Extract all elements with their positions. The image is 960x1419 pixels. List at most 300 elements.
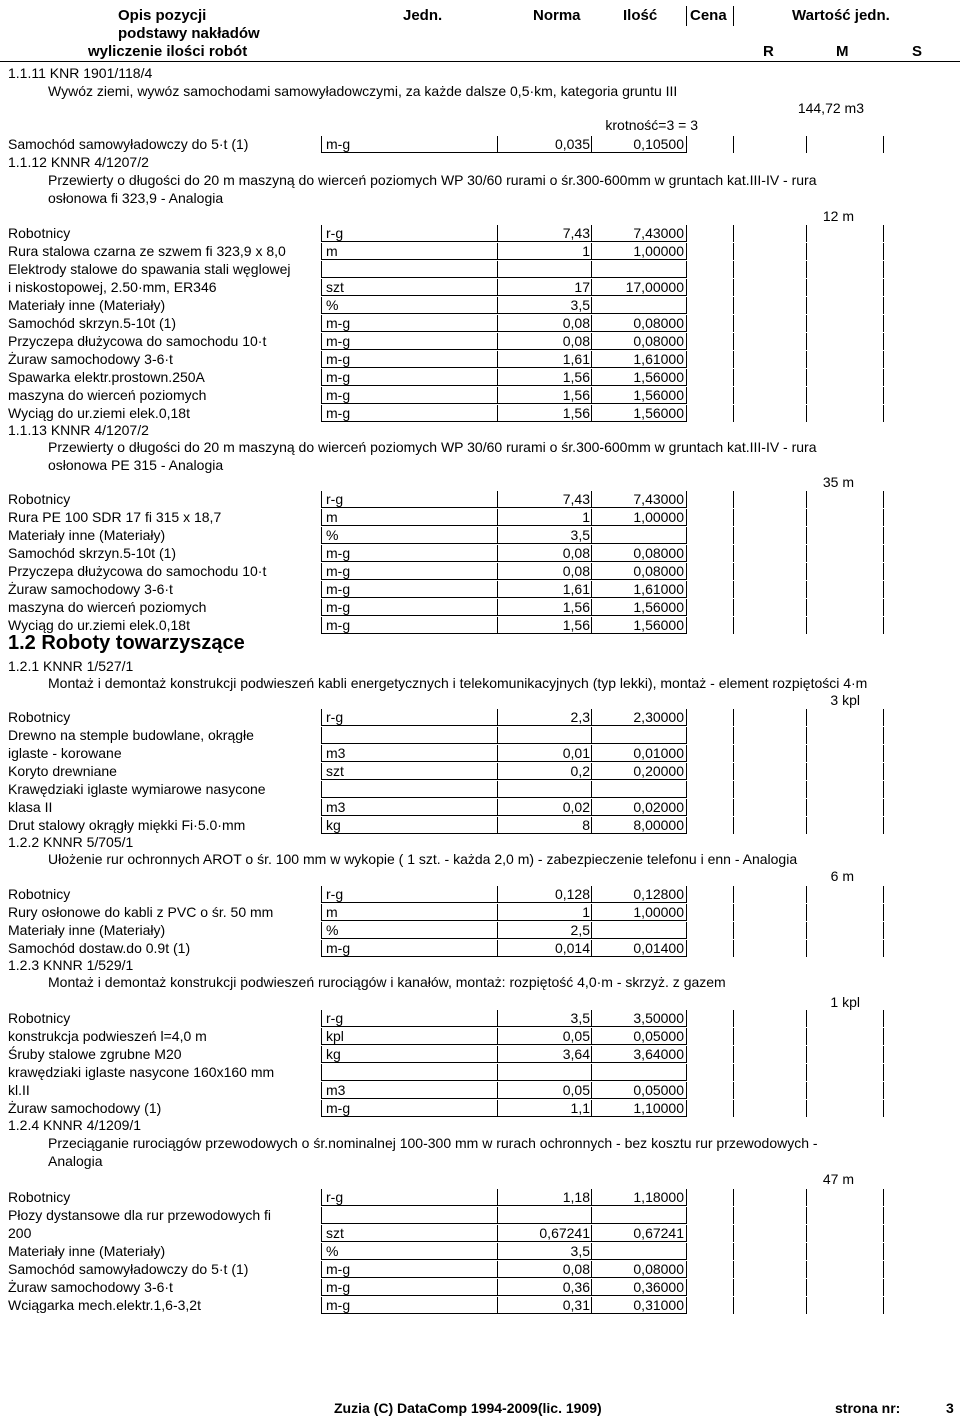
cell-divider (591, 1243, 592, 1260)
cell-divider (321, 491, 322, 508)
cell-divider (883, 1028, 884, 1045)
cell-divider (686, 225, 687, 242)
cell-divider (497, 527, 498, 544)
row-unit: r-g (326, 1010, 344, 1026)
cell-divider (591, 1279, 592, 1296)
cell-divider (591, 563, 592, 580)
cell-divider (321, 599, 322, 616)
cell-divider (497, 617, 498, 634)
header-unit: Jedn. (403, 7, 443, 24)
cell-divider (733, 509, 734, 526)
cell-divider (686, 1082, 687, 1099)
cell-divider (591, 545, 592, 562)
cell-underline (321, 1295, 686, 1296)
row-name: Drewno na stemple budowlane, okrągłe (8, 727, 254, 743)
cell-divider (686, 1225, 687, 1242)
cell-divider (806, 1010, 807, 1027)
cell-divider (497, 297, 498, 314)
item-code: 1.2.3 KNNR 1/529/1 (8, 957, 134, 973)
table-row (0, 260, 960, 278)
row-unit: m-g (326, 617, 351, 633)
row-unit: m-g (326, 599, 351, 615)
row-qty: 0,08000 (633, 1261, 684, 1277)
row-name: Rura PE 100 SDR 17 fi 315 x 18,7 (8, 509, 222, 525)
row-unit: r-g (326, 491, 344, 507)
row-unit: kg (326, 817, 341, 833)
cell-divider (321, 745, 322, 762)
cell-divider (591, 763, 592, 780)
row-norm: 1,61 (562, 581, 590, 597)
cell-divider (806, 799, 807, 816)
row-norm: 1,56 (562, 599, 590, 615)
cell-divider (686, 781, 687, 798)
cell-divider (497, 136, 498, 153)
row-unit: m-g (326, 545, 351, 561)
cell-divider (733, 297, 734, 314)
cell-divider (591, 1100, 592, 1117)
row-norm: 0,02 (562, 799, 590, 815)
table-row (0, 798, 960, 816)
item-code: 1.1.12 KNNR 4/1207/2 (8, 154, 149, 170)
row-norm: 0,035 (554, 136, 590, 152)
row-name: Wciągarka mech.elektr.1,6-3,2t (8, 1297, 201, 1313)
row-name: Samochód samowyładowczy do 5·t (1) (8, 136, 249, 152)
item-quantity: 1 kpl (830, 994, 860, 1010)
row-unit: m-g (326, 369, 351, 385)
cell-divider (686, 136, 687, 153)
cell-underline (321, 349, 686, 350)
row-qty: 0,05000 (633, 1082, 684, 1098)
cell-divider (321, 333, 322, 350)
cell-underline (321, 633, 686, 634)
cell-divider (733, 709, 734, 726)
cell-divider (321, 781, 322, 798)
row-name: Robotnicy (8, 709, 71, 725)
section-title: 1.2 Roboty towarzyszące (8, 632, 245, 654)
item-description: Montaż i demontaż konstrukcji podwieszeń kabli energetycznych i telekomunikacyjnych (typ lekki), montaż - element rozpiętości 4·m (48, 675, 868, 691)
row-norm: 1,56 (562, 405, 590, 421)
cell-underline (321, 543, 686, 544)
cell-divider (591, 1046, 592, 1063)
row-qty: 0,08000 (633, 563, 684, 579)
cell-divider (806, 1028, 807, 1045)
cell-divider (883, 279, 884, 296)
cell-divider (686, 745, 687, 762)
cell-underline (321, 815, 686, 816)
table-row (0, 508, 960, 526)
row-qty: 0,02000 (633, 799, 684, 815)
cell-divider (321, 351, 322, 368)
row-norm: 0,01 (562, 745, 590, 761)
row-qty: 2,30000 (633, 709, 684, 725)
row-unit: r-g (326, 886, 344, 902)
row-norm: 7,43 (562, 225, 590, 241)
cell-divider (497, 1082, 498, 1099)
row-qty: 0,08000 (633, 333, 684, 349)
item-quantity: 6 m (830, 868, 854, 884)
cell-divider (591, 491, 592, 508)
cell-divider (497, 817, 498, 834)
cell-divider (883, 617, 884, 634)
cell-divider (733, 527, 734, 544)
cell-divider (733, 351, 734, 368)
header-divider (686, 6, 687, 26)
cell-divider (806, 225, 807, 242)
row-unit: % (326, 922, 339, 938)
cell-divider (806, 1064, 807, 1081)
cell-underline (321, 277, 686, 278)
row-norm: 2,3 (570, 709, 590, 725)
row-qty: 0,10500 (633, 136, 684, 152)
row-name: Wyciąg do ur.ziemi elek.0,18t (8, 617, 190, 633)
row-unit: m-g (326, 563, 351, 579)
row-norm: 3,5 (570, 297, 590, 313)
row-qty: 0,67241 (633, 1225, 684, 1241)
cell-divider (591, 1010, 592, 1027)
cell-underline (321, 152, 686, 153)
table-row (0, 526, 960, 544)
cell-divider (591, 1207, 592, 1224)
item-description: osłonowa PE 315 - Analogia (48, 457, 224, 473)
cell-divider (806, 727, 807, 744)
cell-divider (497, 387, 498, 404)
row-norm: 0,08 (562, 563, 590, 579)
cell-divider (497, 1207, 498, 1224)
table-row (0, 580, 960, 598)
cell-divider (591, 333, 592, 350)
row-unit: m-g (326, 1100, 351, 1116)
cell-divider (321, 1082, 322, 1099)
cell-divider (591, 527, 592, 544)
table-row (0, 350, 960, 368)
cell-divider (321, 886, 322, 903)
cell-divider (321, 709, 322, 726)
table-row (0, 386, 960, 404)
cell-divider (321, 1064, 322, 1081)
cell-divider (733, 279, 734, 296)
cell-underline (321, 1259, 686, 1260)
table-row (0, 1278, 960, 1296)
row-name: i niskostopowej, 2.50·mm, ER346 (8, 279, 217, 295)
row-name: Materiały inne (Materiały) (8, 1243, 166, 1259)
cell-divider (733, 261, 734, 278)
cell-underline (321, 1241, 686, 1242)
row-name: konstrukcja podwieszeń l=4,0 m (8, 1028, 207, 1044)
cell-divider (591, 315, 592, 332)
row-unit: m3 (326, 799, 346, 815)
cell-divider (733, 817, 734, 834)
cell-divider (733, 1207, 734, 1224)
cell-divider (686, 1261, 687, 1278)
item-code: 1.2.2 KNNR 5/705/1 (8, 834, 134, 850)
cell-divider (591, 817, 592, 834)
header-desc-line2: podstawy nakładów (118, 25, 260, 42)
item-code: 1.1.13 KNNR 4/1207/2 (8, 422, 149, 438)
row-unit: m-g (326, 315, 351, 331)
cell-divider (497, 563, 498, 580)
cell-divider (321, 581, 322, 598)
row-name: Wyciąg do ur.ziemi elek.0,18t (8, 405, 190, 421)
cell-divider (497, 225, 498, 242)
cell-divider (806, 581, 807, 598)
cell-divider (686, 1064, 687, 1081)
cell-underline (321, 1223, 686, 1224)
cell-underline (321, 938, 686, 939)
row-name: krawędziaki iglaste nasycone 160x160 mm (8, 1064, 275, 1080)
cell-divider (883, 261, 884, 278)
table-row (0, 1009, 960, 1027)
cell-divider (733, 369, 734, 386)
row-norm: 8 (582, 817, 590, 833)
row-qty: 17,00000 (625, 279, 684, 295)
cell-divider (497, 763, 498, 780)
cell-underline (321, 507, 686, 508)
table-row (0, 816, 960, 834)
row-qty: 0,01000 (633, 745, 684, 761)
row-norm: 0,31 (562, 1297, 590, 1313)
cell-divider (591, 387, 592, 404)
cell-divider (686, 904, 687, 921)
row-qty: 0,05000 (633, 1028, 684, 1044)
row-unit: m (326, 509, 338, 525)
cell-divider (591, 904, 592, 921)
row-qty: 1,56000 (633, 617, 684, 633)
cell-divider (591, 261, 592, 278)
cell-divider (321, 817, 322, 834)
cell-divider (806, 491, 807, 508)
cell-divider (806, 709, 807, 726)
row-unit: m-g (326, 1279, 351, 1295)
cell-divider (591, 351, 592, 368)
row-unit: m3 (326, 745, 346, 761)
cell-divider (883, 1046, 884, 1063)
cell-divider (497, 261, 498, 278)
table-row (0, 1099, 960, 1117)
cell-divider (321, 940, 322, 957)
cell-divider (883, 563, 884, 580)
cell-divider (806, 351, 807, 368)
cell-divider (591, 1064, 592, 1081)
row-name: Materiały inne (Materiały) (8, 297, 166, 313)
row-name: 200 (8, 1225, 32, 1241)
header-rule (0, 61, 960, 62)
cell-divider (686, 1297, 687, 1314)
cell-divider (686, 763, 687, 780)
item-description: Wywóz ziemi, wywóz samochodami samowyładowczymi, za każde dalsze 0,5·km, kategoria gruntu III (48, 83, 678, 99)
cell-underline (321, 1080, 686, 1081)
item-quantity: 47 m (822, 1171, 854, 1187)
cell-divider (883, 727, 884, 744)
row-norm: 1,56 (562, 369, 590, 385)
row-qty: 1,18000 (633, 1189, 684, 1205)
table-row (0, 544, 960, 562)
cell-divider (591, 709, 592, 726)
row-qty: 7,43000 (633, 491, 684, 507)
cell-divider (806, 817, 807, 834)
cell-divider (806, 279, 807, 296)
cell-divider (806, 545, 807, 562)
row-name: maszyna do wierceń poziomych (8, 599, 207, 615)
row-qty: 0,36000 (633, 1279, 684, 1295)
cell-divider (806, 387, 807, 404)
cell-divider (497, 904, 498, 921)
cell-divider (686, 817, 687, 834)
cell-divider (733, 1261, 734, 1278)
row-qty: 0,20000 (633, 763, 684, 779)
cell-divider (883, 1225, 884, 1242)
cell-divider (497, 1243, 498, 1260)
row-name: Samochód skrzyn.5-10t (1) (8, 315, 177, 331)
cell-divider (733, 545, 734, 562)
row-unit: % (326, 1243, 339, 1259)
row-name: iglaste - korowane (8, 745, 122, 761)
header-s: S (912, 43, 923, 60)
row-name: Robotnicy (8, 225, 71, 241)
cell-divider (591, 581, 592, 598)
cell-divider (733, 563, 734, 580)
cell-divider (591, 225, 592, 242)
cell-divider (883, 1010, 884, 1027)
cell-divider (806, 297, 807, 314)
cell-divider (686, 599, 687, 616)
cell-divider (321, 545, 322, 562)
item-description: Przewierty o długości do 20 m maszyną do wierceń poziomych WP 30/60 rurami o śr.300-600mm w gruntach kat.III-IV - rura (48, 439, 817, 455)
cell-underline (321, 421, 686, 422)
row-norm: 3,5 (570, 1010, 590, 1026)
cell-divider (497, 243, 498, 260)
cell-underline (321, 1044, 686, 1045)
table-row (0, 332, 960, 350)
cell-divider (806, 599, 807, 616)
table-row (0, 1081, 960, 1099)
row-name: Samochód skrzyn.5-10t (1) (8, 545, 177, 561)
row-norm: 0,67241 (539, 1225, 590, 1241)
cell-divider (733, 904, 734, 921)
row-name: Materiały inne (Materiały) (8, 922, 166, 938)
cell-divider (497, 545, 498, 562)
table-row (0, 1260, 960, 1278)
cell-underline (321, 1277, 686, 1278)
cell-divider (806, 886, 807, 903)
row-norm: 1,56 (562, 617, 590, 633)
cell-divider (806, 1279, 807, 1296)
row-name: Elektrody stalowe do spawania stali węglowej (8, 261, 291, 277)
cell-underline (321, 403, 686, 404)
cell-divider (591, 1082, 592, 1099)
row-qty: 0,12800 (633, 886, 684, 902)
cell-divider (883, 1207, 884, 1224)
table-row (0, 921, 960, 939)
cell-divider (883, 709, 884, 726)
row-unit: szt (326, 763, 344, 779)
cell-underline (321, 1313, 686, 1314)
cell-divider (497, 922, 498, 939)
row-qty: 3,50000 (633, 1010, 684, 1026)
row-unit: szt (326, 1225, 344, 1241)
cell-divider (321, 405, 322, 422)
cell-divider (733, 886, 734, 903)
cell-divider (321, 1261, 322, 1278)
table-row (0, 1224, 960, 1242)
row-unit: m (326, 904, 338, 920)
table-row (0, 278, 960, 296)
table-row (0, 726, 960, 744)
cell-underline (321, 385, 686, 386)
cell-divider (321, 763, 322, 780)
cell-divider (806, 781, 807, 798)
cell-divider (686, 1189, 687, 1206)
cell-divider (806, 261, 807, 278)
cell-divider (591, 1028, 592, 1045)
table-row (0, 490, 960, 508)
cell-divider (321, 1297, 322, 1314)
cell-divider (686, 1100, 687, 1117)
cell-divider (591, 405, 592, 422)
cell-underline (321, 902, 686, 903)
cell-underline (321, 561, 686, 562)
row-qty: 1,00000 (633, 509, 684, 525)
cell-divider (686, 727, 687, 744)
cell-divider (806, 940, 807, 957)
table-row (0, 1063, 960, 1081)
cell-divider (321, 799, 322, 816)
cell-divider (321, 261, 322, 278)
cell-divider (321, 617, 322, 634)
item-quantity: 35 m (822, 474, 854, 490)
row-name: Koryto drewniane (8, 763, 117, 779)
cell-underline (321, 1098, 686, 1099)
row-unit: % (326, 297, 339, 313)
cell-divider (321, 563, 322, 580)
cell-divider (733, 491, 734, 508)
cell-underline (321, 1116, 686, 1117)
cell-divider (733, 315, 734, 332)
cell-divider (733, 1225, 734, 1242)
cell-divider (321, 922, 322, 939)
cell-divider (806, 1207, 807, 1224)
item-description: osłonowa fi 323,9 - Analogia (48, 190, 224, 206)
cell-divider (806, 527, 807, 544)
table-row (0, 598, 960, 616)
row-unit: szt (326, 279, 344, 295)
row-norm: 0,05 (562, 1082, 590, 1098)
footer-page-label: strona nr: (835, 1400, 901, 1416)
cell-divider (686, 563, 687, 580)
footer-page-number: 3 (946, 1400, 954, 1416)
cell-divider (497, 745, 498, 762)
header-desc-line3: wyliczenie ilości robót (88, 43, 248, 60)
cell-divider (686, 1243, 687, 1260)
cell-divider (321, 527, 322, 544)
cell-divider (733, 1010, 734, 1027)
item-code: 1.2.1 KNNR 1/527/1 (8, 658, 134, 674)
row-qty: 1,00000 (633, 904, 684, 920)
row-qty: 1,61000 (633, 581, 684, 597)
cell-divider (591, 886, 592, 903)
row-norm: 0,08 (562, 1261, 590, 1277)
cell-underline (321, 797, 686, 798)
cell-underline (321, 615, 686, 616)
cell-divider (591, 509, 592, 526)
table-row (0, 224, 960, 242)
cell-divider (686, 491, 687, 508)
row-name: Robotnicy (8, 491, 71, 507)
cell-underline (321, 579, 686, 580)
cell-underline (321, 259, 686, 260)
row-norm: 1,61 (562, 351, 590, 367)
cell-divider (321, 1225, 322, 1242)
cell-divider (686, 369, 687, 386)
